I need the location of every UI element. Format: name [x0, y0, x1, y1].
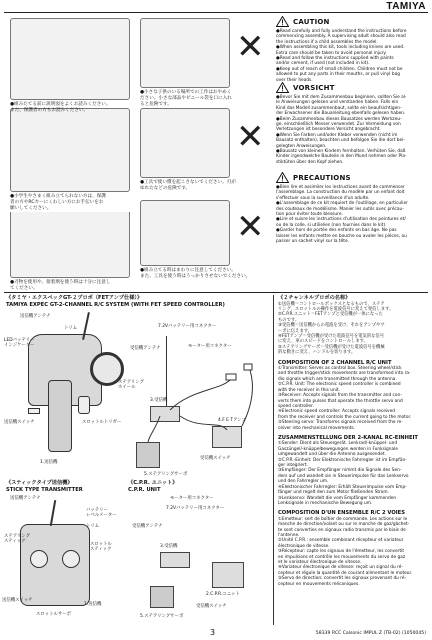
- text-line: ①Sender: Dient als Steuergerät. Lenkrad/-knüppel- und: [278, 441, 398, 447]
- header-rule: [4, 12, 428, 13]
- caution-text: [276, 29, 426, 83]
- label-cpr-motor: モーター用コネクター: [170, 496, 214, 501]
- column-divider: [273, 295, 274, 625]
- tip-jp-4: ●工具で使い慣を起こさないでください。刃が ゆれたなどの危険です。: [140, 180, 268, 192]
- label-steering-wheel: ステアリング ホイール: [118, 380, 144, 390]
- text-line: ものです。: [278, 317, 300, 323]
- system-title: 《タミヤ・エクスペックGT-２プロポ（FETアンプ仕様）》 TAMIYA EXPEC GT-2-CHANNEL R/C SYSTEM (WITH FET SPEED CONTROLLER): [6, 295, 225, 308]
- text-line: stiktüten über den Kopf ziehen.: [276, 159, 344, 165]
- label-power-switch: 送信機スイッチ: [4, 420, 35, 425]
- text-line: ●Bausatz von kleinen Kindern fernhalten. Verhüten Sie, daß: [276, 149, 406, 155]
- text-line: der Erwachsener die Bauanleitung ebenfalls gelesen haben.: [276, 111, 406, 117]
- label-rx-switch: 受信機スイッチ: [200, 456, 231, 461]
- text-line: ge, einschließlich Messer verwendet. Zur Vermeidung von: [276, 122, 401, 128]
- label-battery-level: バッテリー レベルメーター: [86, 508, 117, 518]
- text-line: ●Bien lire et assimiler les instructions avant de commencer: [276, 185, 405, 190]
- label-cpr-battery: 7.2Vバッテリー用コネクター: [166, 506, 225, 511]
- prohibited-x-icon: ✕: [236, 207, 265, 247]
- text-line: électronique de vitesse.: [278, 543, 330, 549]
- text-line: ceiver into mechanical movements.: [278, 425, 355, 431]
- tip-jp-5: ●刃物を使用や、接着剤を使う時は十分に注意し てください。: [10, 280, 111, 291]
- power-switch[interactable]: [28, 408, 40, 414]
- precautions-block: [276, 172, 426, 244]
- throttle-stick[interactable]: [62, 550, 80, 568]
- illustration-adult-helping: [10, 108, 130, 192]
- text-line: und den Fahrregler um.: [278, 479, 329, 485]
- text-line: manche de direction/volant ou sur le manche de gaz/gâchet-: [278, 522, 410, 528]
- text-line: ●Garder hors de portée des enfants en bas âge. Ne pas: [276, 228, 397, 234]
- text-line: リング、スロットルの操作を電波信号に変えて発信します。: [278, 306, 394, 312]
- stick-transmitter-body: [20, 524, 90, 606]
- text-line: over their heads.: [276, 77, 313, 83]
- text-line: ⑤ステアリングサーボ＝受信機が受けた電波信号を機械: [278, 344, 385, 350]
- de-title: ZUSAMMENSTELLUNG DER 2-KANAL RC-EINHEIT: [278, 434, 418, 441]
- text-line: and/or cement, if used (not included in kit).: [276, 61, 370, 67]
- text-line: ④FETアンプ＝受信機が受けた電波信号を電気的な信号: [278, 333, 385, 339]
- label-steering-stick: ステアリング スティック: [4, 534, 30, 544]
- transmitter-grip: [48, 380, 72, 452]
- text-line: dio signals which are transmitted through the antenna.: [278, 376, 397, 382]
- section-divider: [4, 292, 428, 293]
- text-line: ●When assembling this kit, tools including knives are used.: [276, 45, 405, 51]
- stick-cpr-diagram: [0, 494, 272, 626]
- en-title: COMPOSITION OF 2 CHANNEL R/C UNIT: [278, 359, 392, 366]
- text-line: commencing assembly. A supervising adult should also read: [276, 34, 406, 40]
- text-line: Verletzungen ist besondere Vorsicht angebracht.: [276, 127, 381, 133]
- text-line: passer un sachet vinyl sur la tête.: [276, 239, 349, 245]
- prohibited-x-icon: ✕: [236, 117, 265, 157]
- text-line: cepteur et régule la quantité de courant alimentant le moteur.: [278, 570, 413, 576]
- text-line: umgewandelt und über die Antenne ausgesendet.: [278, 452, 386, 458]
- text-line: ⑤Servo de direction: convertit les signaux provenant du ré-: [278, 576, 407, 582]
- label-receiver: 3.受信機: [150, 398, 168, 403]
- text-line: ④Elektronischer Fahrregler: Erhält Steuerimpulse vom Emp-: [278, 484, 407, 490]
- text-line: ①送信機＝コントロールボックスとなるもので、ステア: [278, 301, 385, 307]
- text-line: ●Read and follow the instructions supplied with paints: [276, 56, 394, 62]
- text-line: l'assemblage. La construction du modèle par un enfant doit: [276, 190, 405, 196]
- text-line: ders auf und wandelt sie in Steuerimpulse für das Lenkservo: [278, 473, 409, 479]
- brand-logo: TAMIYA: [386, 1, 426, 12]
- warning-triangle-icon: [276, 82, 289, 93]
- text-line: ーボに伝えます。: [278, 328, 313, 334]
- fr-text: [278, 517, 428, 587]
- text-line: l'antenne.: [278, 533, 300, 539]
- text-line: ④Variateur électronique de vitesse: reçoit un signal du ré-: [278, 565, 403, 571]
- text-line: cepteur en mouvements mécaniques.: [278, 581, 360, 587]
- text-line: and throttle trigger/stick movements are transformed into ra-: [278, 371, 411, 377]
- illustration-family-reading: [10, 18, 130, 100]
- stick-antenna: [50, 500, 56, 526]
- label-cpr-switch: 受信機スイッチ: [196, 604, 227, 609]
- text-line: ③Empfänger: Der Empfänger nimmt die Signale des Sen-: [278, 468, 402, 474]
- label-cpr-servo: 5.ステアリングサーボ: [140, 614, 184, 619]
- label-transmitter: 1.送信機: [40, 460, 58, 465]
- label-stick-transmitter: 1.送信機: [84, 602, 102, 607]
- text-line: ●Bevor Sie mit dem Zusammenbau beginnen, sollten Sie al-: [276, 95, 407, 100]
- illustration-tools: [140, 108, 230, 178]
- cpr-unit-box: [212, 562, 244, 588]
- illustration-assembly: [140, 200, 230, 266]
- text-line: tion pour éviter toute blessure.: [276, 212, 343, 218]
- cpr-title: 《C.P.R. ユニット》 C.P.R. UNIT: [128, 480, 178, 493]
- vorsicht-block: [276, 82, 426, 165]
- label-trim: トリム: [64, 326, 78, 331]
- text-line: ②C.P.R.-Einheit: Der Elektronische Fahrregler ist im Empfän-: [278, 457, 407, 463]
- caution-block: [276, 16, 426, 83]
- text-line: ger integriert.: [278, 463, 308, 469]
- footer-code: 58339 RCC Calsonic IMPUL Z (TB-02) (1050045): [315, 631, 426, 636]
- text-line: ④Electronic speed controller: Accepts signals received: [278, 409, 395, 415]
- jp-text: [278, 302, 428, 356]
- text-line: verts them into pulses that operate the throttle servo and: [278, 398, 403, 404]
- label-cpr-antenna: 受信機アンテナ: [132, 524, 163, 529]
- text-line: te sont converties en signaux radio transmis par le biais de: [278, 527, 406, 533]
- text-line: に変え、車のスピードをコントロールします。: [278, 339, 368, 345]
- tip-jp-6: ●組み立てる時はまわりに注意してください。 また、工具を使う時はうっかりさせないでください。: [140, 268, 251, 279]
- text-line: Bausatz enthalten), beachten und befolgen Sie die dort bei-: [276, 138, 405, 144]
- text-line: Kind das Modell zusammenbaut, sollte ein beaufsichtigen-: [276, 105, 402, 111]
- text-line: des couteaux de modélisme. Manier les outils avec précau-: [276, 206, 404, 212]
- label-tx-antenna: 送信機アンテナ: [20, 314, 51, 319]
- steering-stick[interactable]: [30, 550, 48, 568]
- page-number: 3: [210, 628, 216, 637]
- text-line: ●Keep out of reach of small children. Children must not be: [276, 66, 403, 72]
- text-line: ③Récepteur: capte les signaux de l'émetteur, les convertit: [278, 549, 405, 555]
- label-throttle-servo: スロットルサーボ: [36, 612, 72, 617]
- text-line: gelegten Anweisungen.: [276, 143, 327, 149]
- jp-title: 《２チャンネルプロポの名称》: [278, 295, 351, 301]
- fr-title: COMPOSITION D'UN ENSEMBLE R/C 2 VOIES: [278, 510, 405, 517]
- label-throttle-stick: スロットル スティック: [90, 542, 112, 552]
- text-line: the instructions if a child assembles the model.: [276, 39, 378, 45]
- text-line: with the receiver in this unit.: [278, 387, 340, 393]
- text-line: ①Emetteur: sert de boîtier de commande. Les actions sur le: [278, 516, 408, 522]
- label-led: LEDバッテリー インジケーター: [4, 338, 35, 348]
- text-line: speed controller.: [278, 403, 314, 409]
- text-line: ●Beim Zusammenbau dieses Bausatzes werden Werkzeu-: [276, 116, 402, 122]
- text-line: 的な動きに変え、ハンドルを切ります。: [278, 350, 356, 356]
- label-fet-amp: 4.F E Tアンプ: [218, 418, 246, 423]
- text-line: ●Wenn Sie Farben und/oder Kleber verwenden (nicht im: [276, 132, 398, 138]
- text-line: ③Receiver: Accepts signals from the transmitter and con-: [278, 393, 402, 399]
- throttle-trigger[interactable]: [78, 396, 90, 414]
- label-servo: 5.ステアリングサーボ: [144, 472, 188, 477]
- label-stick-antenna: 送信機アンテナ: [10, 496, 41, 501]
- label-throttle-trigger: スロットルトリガー: [82, 420, 122, 425]
- composition-column: [278, 295, 428, 587]
- cpr-servo: [150, 586, 174, 608]
- precautions-title: PRECAUTIONS: [293, 173, 351, 182]
- text-line: ou de la colle, si utilisées (non fournies dans le kit).: [276, 222, 387, 228]
- text-line: ②C.P.R.ユニット＝FETアンプと受信機が一体になった: [278, 312, 383, 318]
- text-line: ③受信機＝送信機からの電波を受け、それをアンプやサ: [278, 323, 385, 329]
- label-battery-conn: 7.2Vバッテリー用コネクター: [158, 324, 217, 329]
- text-line: laisser les enfants mettre en bouche ou avaler les pièces, ou: [276, 233, 407, 239]
- label-cpr-unit: 2.C.P.R.ユニット: [206, 592, 240, 597]
- text-line: s'effectuer sous la surveillance d'un adulte.: [276, 195, 370, 201]
- text-line: from the receiver and controls the current going to the motor.: [278, 414, 412, 420]
- label-stick-power: 送信機スイッチ: [2, 598, 33, 603]
- precautions-text: [276, 185, 426, 244]
- text-line: Extra care should be taken to avoid personal injury.: [276, 50, 387, 56]
- label-motor-conn: モーター用コネクター: [188, 344, 232, 349]
- text-line: Gaszüngel/-knüppelbewegungen werden in Funksignale: [278, 446, 398, 452]
- warning-triangle-icon: [276, 16, 289, 27]
- text-line: le Anweisungen gelesen und verstanden haben. Falls ein: [276, 100, 399, 106]
- en-text: [278, 366, 428, 431]
- text-line: fänger und regelt den zum Motor fließenden Strom.: [278, 490, 389, 496]
- text-line: ②Unité C.P.R.: ensemble combinant récepteur et variateur: [278, 538, 404, 544]
- stick-title: 《スティックタイプ送信機》 STICK TYPE TRANSMITTER: [6, 480, 83, 493]
- tip-jp-2: ●小さな子供のいる場所での工作はおやめく ださい。小さな部品やビニール袋を口に入れ ると危険です。: [140, 90, 232, 107]
- tip-jp-3: ●小学生やさまく組み立てられない方は、保護 者の方やRCカーにくわしい方にお手伝いをお 願いしてください。: [10, 194, 138, 212]
- vorsicht-title: VORSICHT: [293, 83, 335, 92]
- text-line: ●L'assemblage de ce kit requiert de l'outillage, en particulier: [276, 201, 408, 207]
- warning-triangle-icon: [276, 172, 289, 183]
- illustration-small-child: [140, 18, 230, 88]
- text-line: en impulsions et contrôle les mouvements du servo de gaz: [278, 554, 406, 560]
- cpr-receiver: [160, 552, 190, 568]
- text-line: ⑤Steering servo: Transforms signals received from the re-: [278, 420, 403, 426]
- label-stick-trim: トリム: [86, 524, 100, 529]
- vorsicht-text: [276, 95, 426, 165]
- de-text: [278, 441, 428, 506]
- label-cpr-receiver: 3.受信機: [160, 544, 178, 549]
- system-diagram: [0, 310, 272, 480]
- wiring: [130, 350, 270, 470]
- text-line: ②C.P.R. Unit: The electronic speed controller is combined: [278, 382, 401, 388]
- tip-jp-1: ●組みたてる前に説明図をよくお読みください。 また、保護者の方もお読みください。: [10, 102, 111, 113]
- text-line: ①Transmitter: Serves as control box. Steering wheel/stick: [278, 366, 402, 372]
- prohibited-x-icon: ✕: [236, 27, 265, 67]
- text-line: allowed to put any parts in their mouths, or pull vinyl bag: [276, 72, 400, 78]
- caution-title: CAUTION: [293, 17, 330, 26]
- text-line: ⑤Lenkservo: Wandelt die vom Empfänger kommenden: [278, 495, 397, 501]
- text-line: Kinder irgendwelche Bauteile in den Mund nehmen oder Pla-: [276, 154, 407, 160]
- text-line: ●Lire et suivre les instructions d'utilisation des peintures et/: [276, 217, 406, 223]
- text-line: ●Read carefully and fully understand the instructions before: [276, 29, 407, 34]
- text-line: et le variateur électronique de vitesse.: [278, 560, 362, 566]
- text-line: Lenksignale in mechanische Bewegung um.: [278, 500, 373, 506]
- label-rx-antenna: 受信機アンテナ: [130, 346, 161, 351]
